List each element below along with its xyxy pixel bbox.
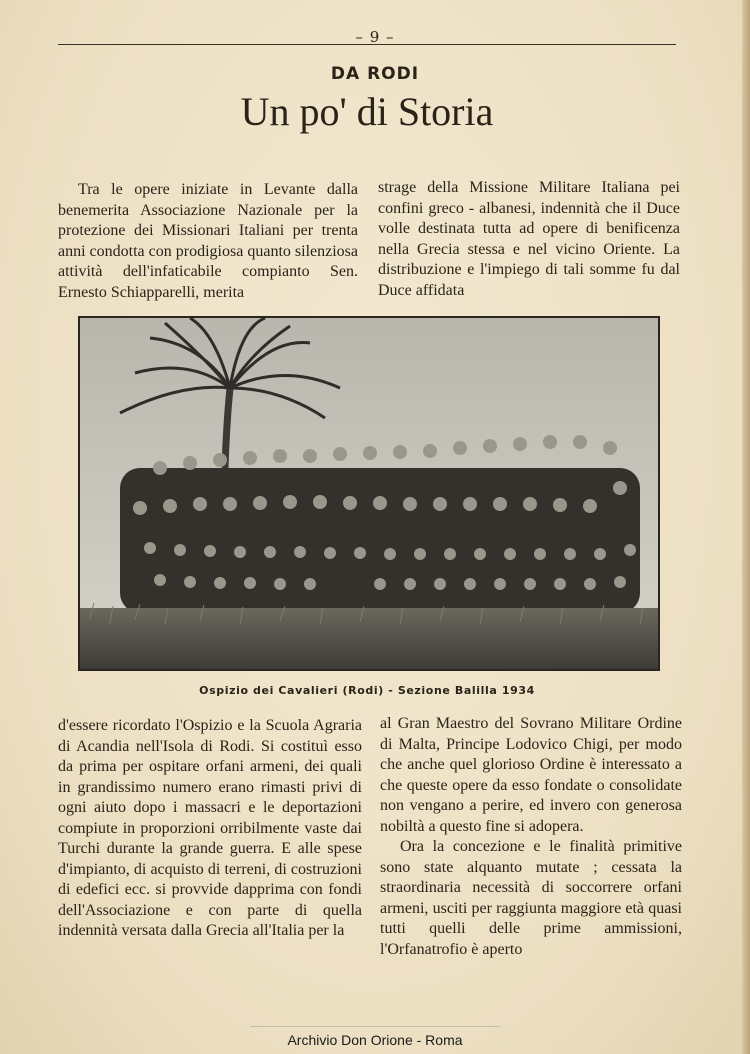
column-bottom-right [380,714,682,960]
paragraph: Ora la concezione e le finalità primitive sono state alquanto mutate ; cessata la straordinaria necessità di soccorrere orfani armeni, usciti per raggiunta maggiore età quasi tutti quelli delle prime ammissioni, l'Orfanatrofio è aperto [380,838,682,958]
column-top-left [58,180,358,303]
paragraph: Tra le opere iniziate in Levante dalla benemerita Associazione Nazionale per la protezione dei Missionari Italiani per trenta anni condotta con prodigiosa quanto silenziosa attività dell'infaticabile compianto Sen. Ernesto Schiapparelli, merita [58,181,358,301]
paragraph: d'essere ricordato l'Ospizio e la Scuola Agraria di Acandia nell'Isola di Rodi. Si costituì esso da prima per ospitare orfani armeni, dei quali in grandissimo numero erano rimasti privi di ogni aiuto dopo i massacri e le deportazioni compiute in proporzioni orribilmente vaste dai Turchi durante la grande guerra. E alle spese d'impianto, di acquisto di terreni, di costruzioni di edefici ecc. si provvide dapprima con fondi dell'Associazione e con parte di quella indennità versata dalla Grecia all'Italia per la [58,717,362,939]
archive-watermark: Archivio Don Orione - Roma [287,1032,463,1048]
footer-divider [250,1026,500,1027]
page-number: – 9 – [355,28,395,46]
photo-caption: Ospizio dei Cavalieri (Rodi) - Sezione Balilla 1934 [199,684,535,697]
page-edge [742,0,750,1054]
column-bottom-left [58,716,362,942]
article-kicker: DA RODI [330,64,420,84]
header-rule [58,44,676,45]
paragraph: al Gran Maestro del Sovrano Militare Ordine di Malta, Principe Lodovico Chigi, per modo che anche quel glorioso Ordine è interessato a che queste opere da esso fondate o consolidate non vengano a perire, ed invero con generosa nobiltà a questo fine si adopera. [380,715,682,835]
column-top-right [378,178,680,301]
paragraph: strage della Missione Militare Italiana pei confini greco - albanesi, indennità che il Duce volle destinata tutta ad opere di benificenza nella Grecia stessa e nel vicino Oriente. La distribuzione e l'impiego di tali somme fu dal Duce affidata [378,179,680,299]
article-title: Un po' di Storia [240,89,494,134]
group-photo [78,316,660,671]
